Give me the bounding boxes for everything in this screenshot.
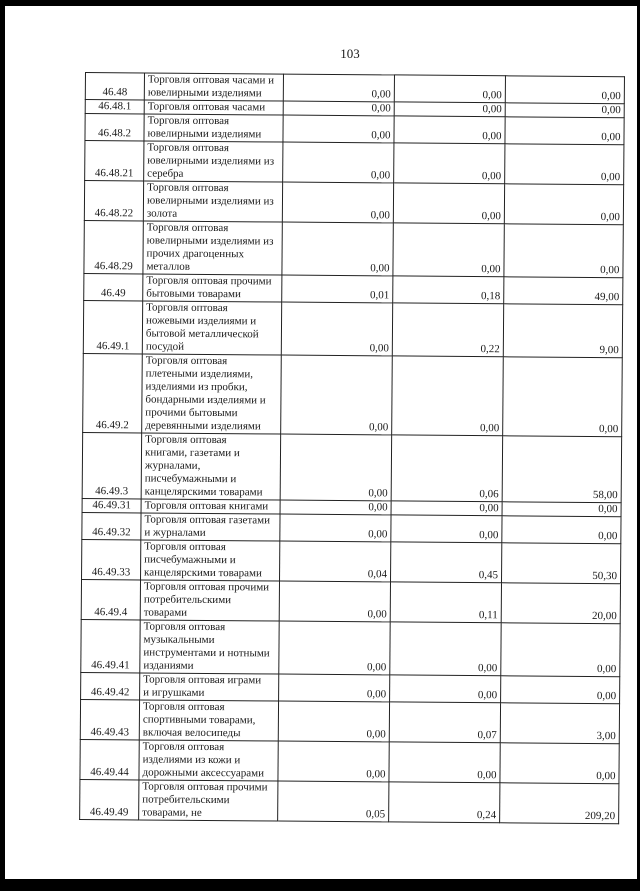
- table-row: [80, 739, 619, 783]
- activity-name-line: ювелирными изделиями из: [147, 154, 275, 168]
- activity-name-line: изделиями из кожи и: [142, 753, 241, 767]
- activity-code: 46.49.31: [82, 498, 141, 512]
- activity-name-line: музыкальными: [143, 633, 215, 647]
- activity-name-line: Торговля оптовая: [146, 221, 229, 235]
- value-cell-v1: 0,00: [278, 701, 389, 742]
- value-cell-v3: 58,00: [502, 436, 622, 503]
- activity-name-line: канцелярскими товарами: [144, 485, 263, 499]
- activity-code: 46.48.22: [84, 181, 143, 221]
- value-cell-v2: 0,24: [389, 782, 500, 823]
- value-cell-v2: 0,06: [391, 435, 503, 502]
- table-row: [80, 699, 619, 743]
- activity-name-line: Торговля оптовая: [147, 141, 229, 155]
- value-cell-v1: 0,04: [280, 541, 391, 582]
- activity-name-line: ножевыми изделиями и: [146, 314, 257, 328]
- activity-name-line: бондарными изделиями и: [145, 393, 266, 407]
- value-cell-v2: 0,00: [390, 675, 501, 703]
- value-cell-v2: 0,00: [394, 75, 505, 103]
- activity-name-line: изданиями: [143, 659, 194, 672]
- activity-name: [141, 433, 281, 500]
- value-cell-v1: 0,00: [282, 222, 393, 276]
- value-cell-v1: 0,00: [278, 741, 389, 782]
- value-cell-v2: 0,45: [391, 542, 502, 583]
- value-cell-v2: 0,22: [392, 303, 503, 357]
- activity-code: 46.48.29: [84, 220, 143, 273]
- value-cell-v3: 0,00: [505, 76, 624, 104]
- activity-name-line: Торговля оптовая прочими: [142, 780, 268, 794]
- value-cell-v2: 0,00: [394, 116, 505, 144]
- activity-name-line: Торговля оптовая газетами: [144, 513, 271, 527]
- activity-name-line: Торговля оптовая: [147, 181, 229, 195]
- value-cell-v1: 0,00: [279, 581, 390, 622]
- activity-name-line: золота: [146, 207, 178, 220]
- table-row: [83, 300, 622, 357]
- activity-code: 46.48.2: [85, 114, 144, 141]
- table-body: [80, 73, 625, 824]
- activity-name-line: Торговля оптовая: [145, 354, 228, 368]
- activity-name: [141, 540, 280, 581]
- value-cell-v3: 0,00: [505, 144, 624, 185]
- activity-name-line: писчебумажными и: [144, 472, 237, 486]
- table-row: [81, 579, 620, 623]
- value-cell-v3: 0,00: [503, 357, 623, 437]
- activity-name-line: посудой: [145, 340, 185, 353]
- activity-name-line: Торговля оптовая: [146, 301, 228, 315]
- value-cell-v3: 0,00: [501, 623, 620, 677]
- activity-name-line: Торговля оптовая: [145, 433, 227, 447]
- value-cell-v2: 0,00: [389, 742, 500, 783]
- value-cell-v2: 0,00: [392, 356, 504, 436]
- value-cell-v1: 0,00: [282, 182, 393, 223]
- activity-name-line: Торговля оптовая: [144, 540, 226, 554]
- activity-name: [142, 301, 281, 355]
- activity-name: [144, 141, 283, 182]
- activity-code: 46.48.1: [85, 100, 144, 114]
- value-cell-v1: 0,00: [281, 355, 393, 435]
- value-cell-v1: 0,01: [282, 275, 393, 303]
- activity-code: 46.49.44: [80, 739, 139, 779]
- activity-name: [139, 700, 278, 741]
- activity-name-line: ювелирными изделиями: [147, 127, 262, 141]
- activity-code: 46.49: [84, 273, 143, 300]
- value-cell-v3: 0,00: [502, 516, 621, 544]
- value-cell-v3: 0,00: [505, 103, 624, 118]
- table-row: [82, 512, 621, 543]
- activity-code: 46.49.1: [83, 300, 142, 353]
- activity-name: [140, 673, 279, 701]
- activity-name-line: потребительскими: [142, 793, 230, 807]
- value-cell-v3: 50,30: [502, 543, 621, 584]
- activity-name-line: включая велосипеды: [142, 726, 241, 740]
- activity-name: [139, 740, 278, 781]
- value-cell-v3: 0,00: [504, 224, 623, 278]
- activity-name-line: ювелирными изделиями из: [146, 234, 274, 248]
- activity-name-line: изделиями из пробки,: [145, 380, 248, 394]
- activity-name-line: Торговля оптовая прочими: [143, 580, 270, 594]
- activity-code: 46.49.41: [81, 619, 140, 672]
- value-cell-v1: 0,00: [280, 514, 391, 542]
- activity-code: 46.49.42: [81, 672, 140, 699]
- activity-name-line: Торговля оптовая играми: [143, 673, 262, 687]
- activity-name-line: серебра: [147, 167, 184, 180]
- table-row: [85, 114, 624, 145]
- activity-name: [143, 181, 282, 222]
- activity-name-line: деревянными изделиями: [145, 419, 261, 433]
- value-cell-v1: 0,00: [283, 74, 394, 102]
- value-cell-v2: 0,00: [394, 102, 505, 117]
- value-cell-v3: 3,00: [500, 703, 619, 744]
- table-row: [85, 141, 624, 185]
- value-cell-v2: 0,00: [391, 515, 502, 543]
- activity-name: [142, 354, 282, 434]
- activity-code: 46.49.43: [80, 699, 139, 739]
- value-cell-v3: 20,00: [501, 583, 620, 624]
- activity-name-line: Торговля оптовая: [147, 114, 230, 128]
- value-cell-v3: 209,20: [500, 783, 619, 824]
- activity-name-line: прочими бытовыми: [145, 406, 238, 420]
- activity-code: 46.48.21: [85, 141, 144, 181]
- table-row: [82, 432, 622, 502]
- activity-name-line: ювелирными изделиями из: [146, 194, 274, 208]
- table-row: [80, 779, 619, 823]
- activity-name-line: книгами, газетами и: [144, 446, 240, 460]
- activity-name: [143, 221, 282, 275]
- value-cell-v1: 0,00: [279, 621, 390, 675]
- activity-name-line: Торговля оптовая часами и: [147, 73, 275, 87]
- table-row: [81, 619, 620, 676]
- activity-name-line: и игрушками: [143, 686, 205, 699]
- activity-name-line: товарами: [143, 606, 188, 619]
- activity-code: 46.48: [85, 73, 144, 100]
- scan-border-bottom: [0, 879, 640, 891]
- activity-name: [140, 620, 279, 674]
- activity-name-line: журналами,: [144, 459, 201, 472]
- value-cell-v2: 0,11: [390, 582, 501, 623]
- scan-border-left: [0, 0, 5, 891]
- activity-name: [141, 499, 280, 514]
- value-cell-v2: 0,00: [391, 501, 502, 516]
- value-cell-v3: 9,00: [503, 304, 622, 358]
- activity-name-line: канцелярскими товарами: [144, 566, 262, 580]
- scan-border-top: [0, 0, 640, 6]
- value-cell-v1: 0,00: [281, 302, 392, 356]
- value-cell-v3: 0,00: [502, 502, 621, 517]
- value-cell-v3: 49,00: [504, 277, 623, 305]
- table-row: [83, 353, 623, 436]
- table-row: [82, 539, 621, 583]
- table-row: [85, 73, 624, 104]
- activity-code: 46.49.49: [80, 779, 139, 819]
- value-cell-v3: 0,00: [505, 117, 624, 145]
- value-cell-v3: 0,00: [504, 184, 623, 225]
- activity-name-line: прочих драгоценных: [146, 247, 245, 261]
- activity-name-line: бытовой металлической: [145, 327, 259, 341]
- value-cell-v1: 0,00: [283, 142, 394, 183]
- table-row: [84, 181, 623, 225]
- value-cell-v1: 0,00: [283, 115, 394, 143]
- activity-name-line: плетеными изделиями,: [145, 367, 254, 381]
- activity-name-line: Торговля оптовая: [142, 700, 225, 714]
- value-cell-v1: 0,00: [280, 434, 392, 501]
- activity-name: [141, 513, 280, 541]
- activity-name-line: Торговля оптовая: [143, 620, 226, 634]
- activity-code: 46.49.2: [83, 353, 143, 432]
- value-cell-v2: 0,07: [389, 702, 500, 743]
- activity-name-line: писчебумажными и: [144, 553, 236, 567]
- classifier-table: [79, 72, 625, 824]
- activity-code: 46.49.4: [81, 579, 140, 619]
- value-cell-v3: 0,00: [500, 743, 619, 784]
- value-cell-v1: 0,05: [278, 781, 389, 822]
- value-cell-v2: 0,18: [393, 276, 504, 304]
- value-cell-v2: 0,00: [393, 183, 504, 224]
- value-cell-v1: 0,00: [279, 674, 390, 702]
- activity-code: 46.49.33: [82, 539, 141, 579]
- activity-name-line: спортивными товарами,: [142, 713, 256, 727]
- activity-name: [144, 114, 283, 142]
- table-row: [81, 672, 620, 703]
- value-cell-v3: 0,00: [501, 676, 620, 704]
- activity-name-line: потребительскими: [143, 593, 232, 607]
- activity-name-line: дорожными аксессуарами: [142, 766, 265, 780]
- activity-name-line: ювелирными изделиями: [147, 86, 262, 100]
- activity-name-line: Торговля оптовая часами: [147, 100, 266, 114]
- value-cell-v1: 0,00: [283, 101, 394, 116]
- value-cell-v2: 0,00: [393, 223, 504, 277]
- value-cell-v1: 0,00: [280, 500, 391, 515]
- activity-name-line: товарами, не: [142, 806, 202, 819]
- activity-name-line: Торговля оптовая прочими: [146, 274, 272, 288]
- activity-name-line: металлов: [146, 260, 190, 273]
- page-number: 103: [340, 46, 360, 61]
- activity-code: 46.49.32: [82, 512, 141, 539]
- table-row: [84, 220, 623, 277]
- activity-code: 46.49.3: [82, 432, 142, 498]
- activity-name: [140, 580, 279, 621]
- table-row: [84, 273, 623, 304]
- value-cell-v2: 0,00: [394, 143, 505, 184]
- activity-name-line: бытовыми товарами: [146, 287, 241, 301]
- activity-name-line: и журналами: [144, 526, 206, 539]
- activity-name: [139, 780, 278, 821]
- value-cell-v2: 0,00: [390, 622, 501, 676]
- activity-name: [143, 274, 282, 302]
- activity-name-line: Торговля оптовая книгами: [144, 499, 269, 513]
- activity-name-line: Торговля оптовая: [142, 740, 225, 754]
- activity-name-line: инструментами и нотными: [143, 646, 270, 660]
- activity-name: [144, 73, 283, 101]
- activity-name: [144, 100, 283, 115]
